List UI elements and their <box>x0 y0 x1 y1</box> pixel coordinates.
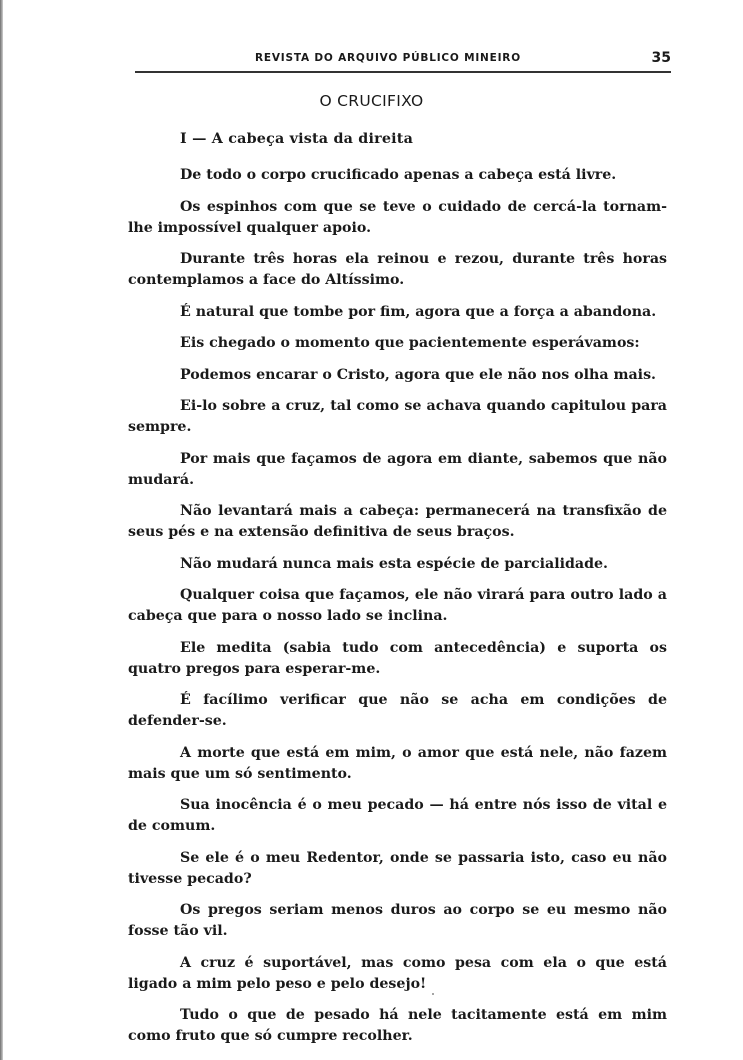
paragraph: Por mais que façamos de agora em diante, sabemos que não mudará. <box>128 450 667 488</box>
paragraph: É facílimo verificar que não se acha em condições de defender-se. <box>128 692 667 729</box>
paragraph: Qualquer coisa que façamos, ele não virará para outro lado a cabeça que para o nosso lado se inclina. <box>128 587 667 624</box>
running-head <box>135 50 673 72</box>
paragraph: Não levantará mais a cabeça: permanecerá na transfixão de seus pés e na extensão definitiva de seus braços. <box>128 503 667 540</box>
paragraph: A morte que está em mim, o amor que está nele, não fazem mais que um só sentimento. <box>128 744 667 782</box>
page-title: O CRUCIFIXO <box>319 92 424 110</box>
paragraph: Sua inocência é o meu pecado — há entre nós isso de vital e de comum. <box>128 797 667 834</box>
paragraph: Os espinhos com que se teve o cuidado de cercá-la tornam-lhe impossível qualquer apoio. <box>128 198 667 236</box>
paragraph: Os pregos seriam menos duros ao corpo se eu mesmo não fosse tão vil. <box>128 902 667 939</box>
header-rule <box>135 71 671 73</box>
paragraph: De todo o corpo crucificado apenas a cabeça está livre. <box>180 167 617 183</box>
page-number: 35 <box>651 50 671 66</box>
section-heading: I — A cabeça vista da direita <box>180 131 414 147</box>
paragraph: Não mudará nunca mais esta espécie de parcialidade. <box>180 555 608 572</box>
paragraph: A cruz é suportável, mas como pesa com ela o que está ligado a mim pelo peso e pelo desejo! <box>128 954 667 992</box>
journal-title: REVISTA DO ARQUIVO PÚBLICO MINEIRO <box>255 52 521 64</box>
paragraph: Podemos encarar o Cristo, agora que ele não nos olha mais. <box>180 366 656 383</box>
scan-speck <box>432 993 434 995</box>
paragraph: Eis chegado o momento que pacientemente esperávamos: <box>180 335 640 351</box>
paragraph: Ele medita (sabia tudo com antecedência) e suporta os quatro pregos para esperar-me. <box>128 639 667 677</box>
body-text <box>128 165 667 1058</box>
paragraph: Durante três horas ela reinou e rezou, durante três horas contemplamos a face do Altíssimo. <box>128 251 667 288</box>
scan-edge <box>0 0 3 1060</box>
paragraph: É natural que tombe por fim, agora que a força a abandona. <box>180 303 657 320</box>
paragraph: Ei-lo sobre a cruz, tal como se achava quando capitulou para sempre. <box>128 398 667 435</box>
paragraph: Tudo o que de pesado há nele tacitamente está em mim como fruto que só cumpre recolher. <box>128 1007 667 1044</box>
paragraph: Se ele é o meu Redentor, onde se passaria isto, caso eu não tivesse pecado? <box>128 849 667 887</box>
